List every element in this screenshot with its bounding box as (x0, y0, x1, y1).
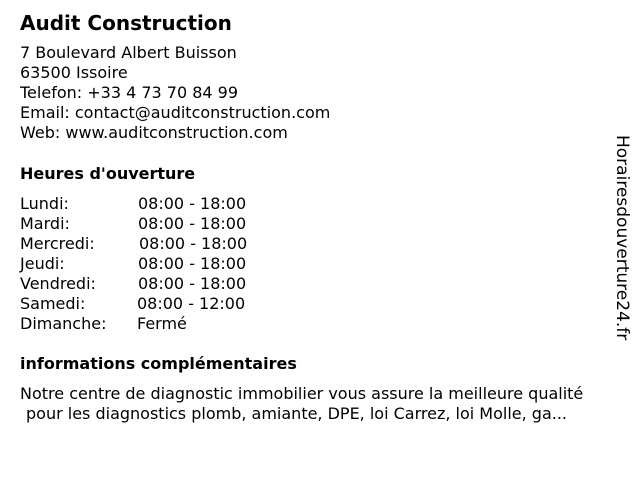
hours-time: Fermé (137, 314, 187, 333)
watermark-text: Horairesdouverture24.fr (612, 135, 632, 341)
hours-row-lundi (20, 194, 320, 214)
hours-row-vendredi (20, 274, 320, 294)
description-line: Notre centre de diagnostic immobilier vous assure la meilleure qualité (20, 384, 584, 403)
hours-day: Vendredi: (20, 274, 96, 293)
address-street: 7 Boulevard Albert Buisson (20, 43, 237, 62)
hours-day: Mardi: (20, 214, 70, 233)
hours-time: 08:00 - 12:00 (137, 294, 246, 313)
hours-time: 08:00 - 18:00 (139, 234, 248, 253)
hours-day: Jeudi: (20, 254, 65, 273)
info-heading: informations complémentaires (20, 354, 297, 373)
hours-day: Lundi: (20, 194, 69, 213)
hours-heading: Heures d'ouverture (20, 164, 196, 183)
address-city: 63500 Issoire (20, 63, 128, 82)
description-text (20, 384, 632, 424)
hours-time: 08:00 - 18:00 (138, 194, 247, 213)
hours-time: 08:00 - 18:00 (138, 214, 247, 233)
hours-row-mercredi (20, 234, 320, 254)
email-line: Email: contact@auditconstruction.com (20, 103, 331, 122)
hours-row-samedi (20, 294, 320, 314)
business-name: Audit Construction (20, 11, 232, 35)
description-line: pour les diagnostics plomb, amiante, DPE, loi Carrez, loi Molle, ga... (26, 404, 568, 423)
hours-time: 08:00 - 18:00 (138, 274, 247, 293)
hours-time: 08:00 - 18:00 (138, 254, 247, 273)
hours-day: Dimanche: (20, 314, 107, 333)
hours-table (20, 194, 320, 334)
hours-day: Mercredi: (20, 234, 95, 253)
hours-day: Samedi: (20, 294, 86, 313)
hours-row-mardi (20, 214, 320, 234)
hours-row-dimanche (20, 314, 320, 334)
hours-row-jeudi (20, 254, 320, 274)
web-line: Web: www.auditconstruction.com (20, 123, 288, 142)
contact-block (20, 43, 330, 143)
phone-line: Telefon: +33 4 73 70 84 99 (20, 83, 239, 102)
